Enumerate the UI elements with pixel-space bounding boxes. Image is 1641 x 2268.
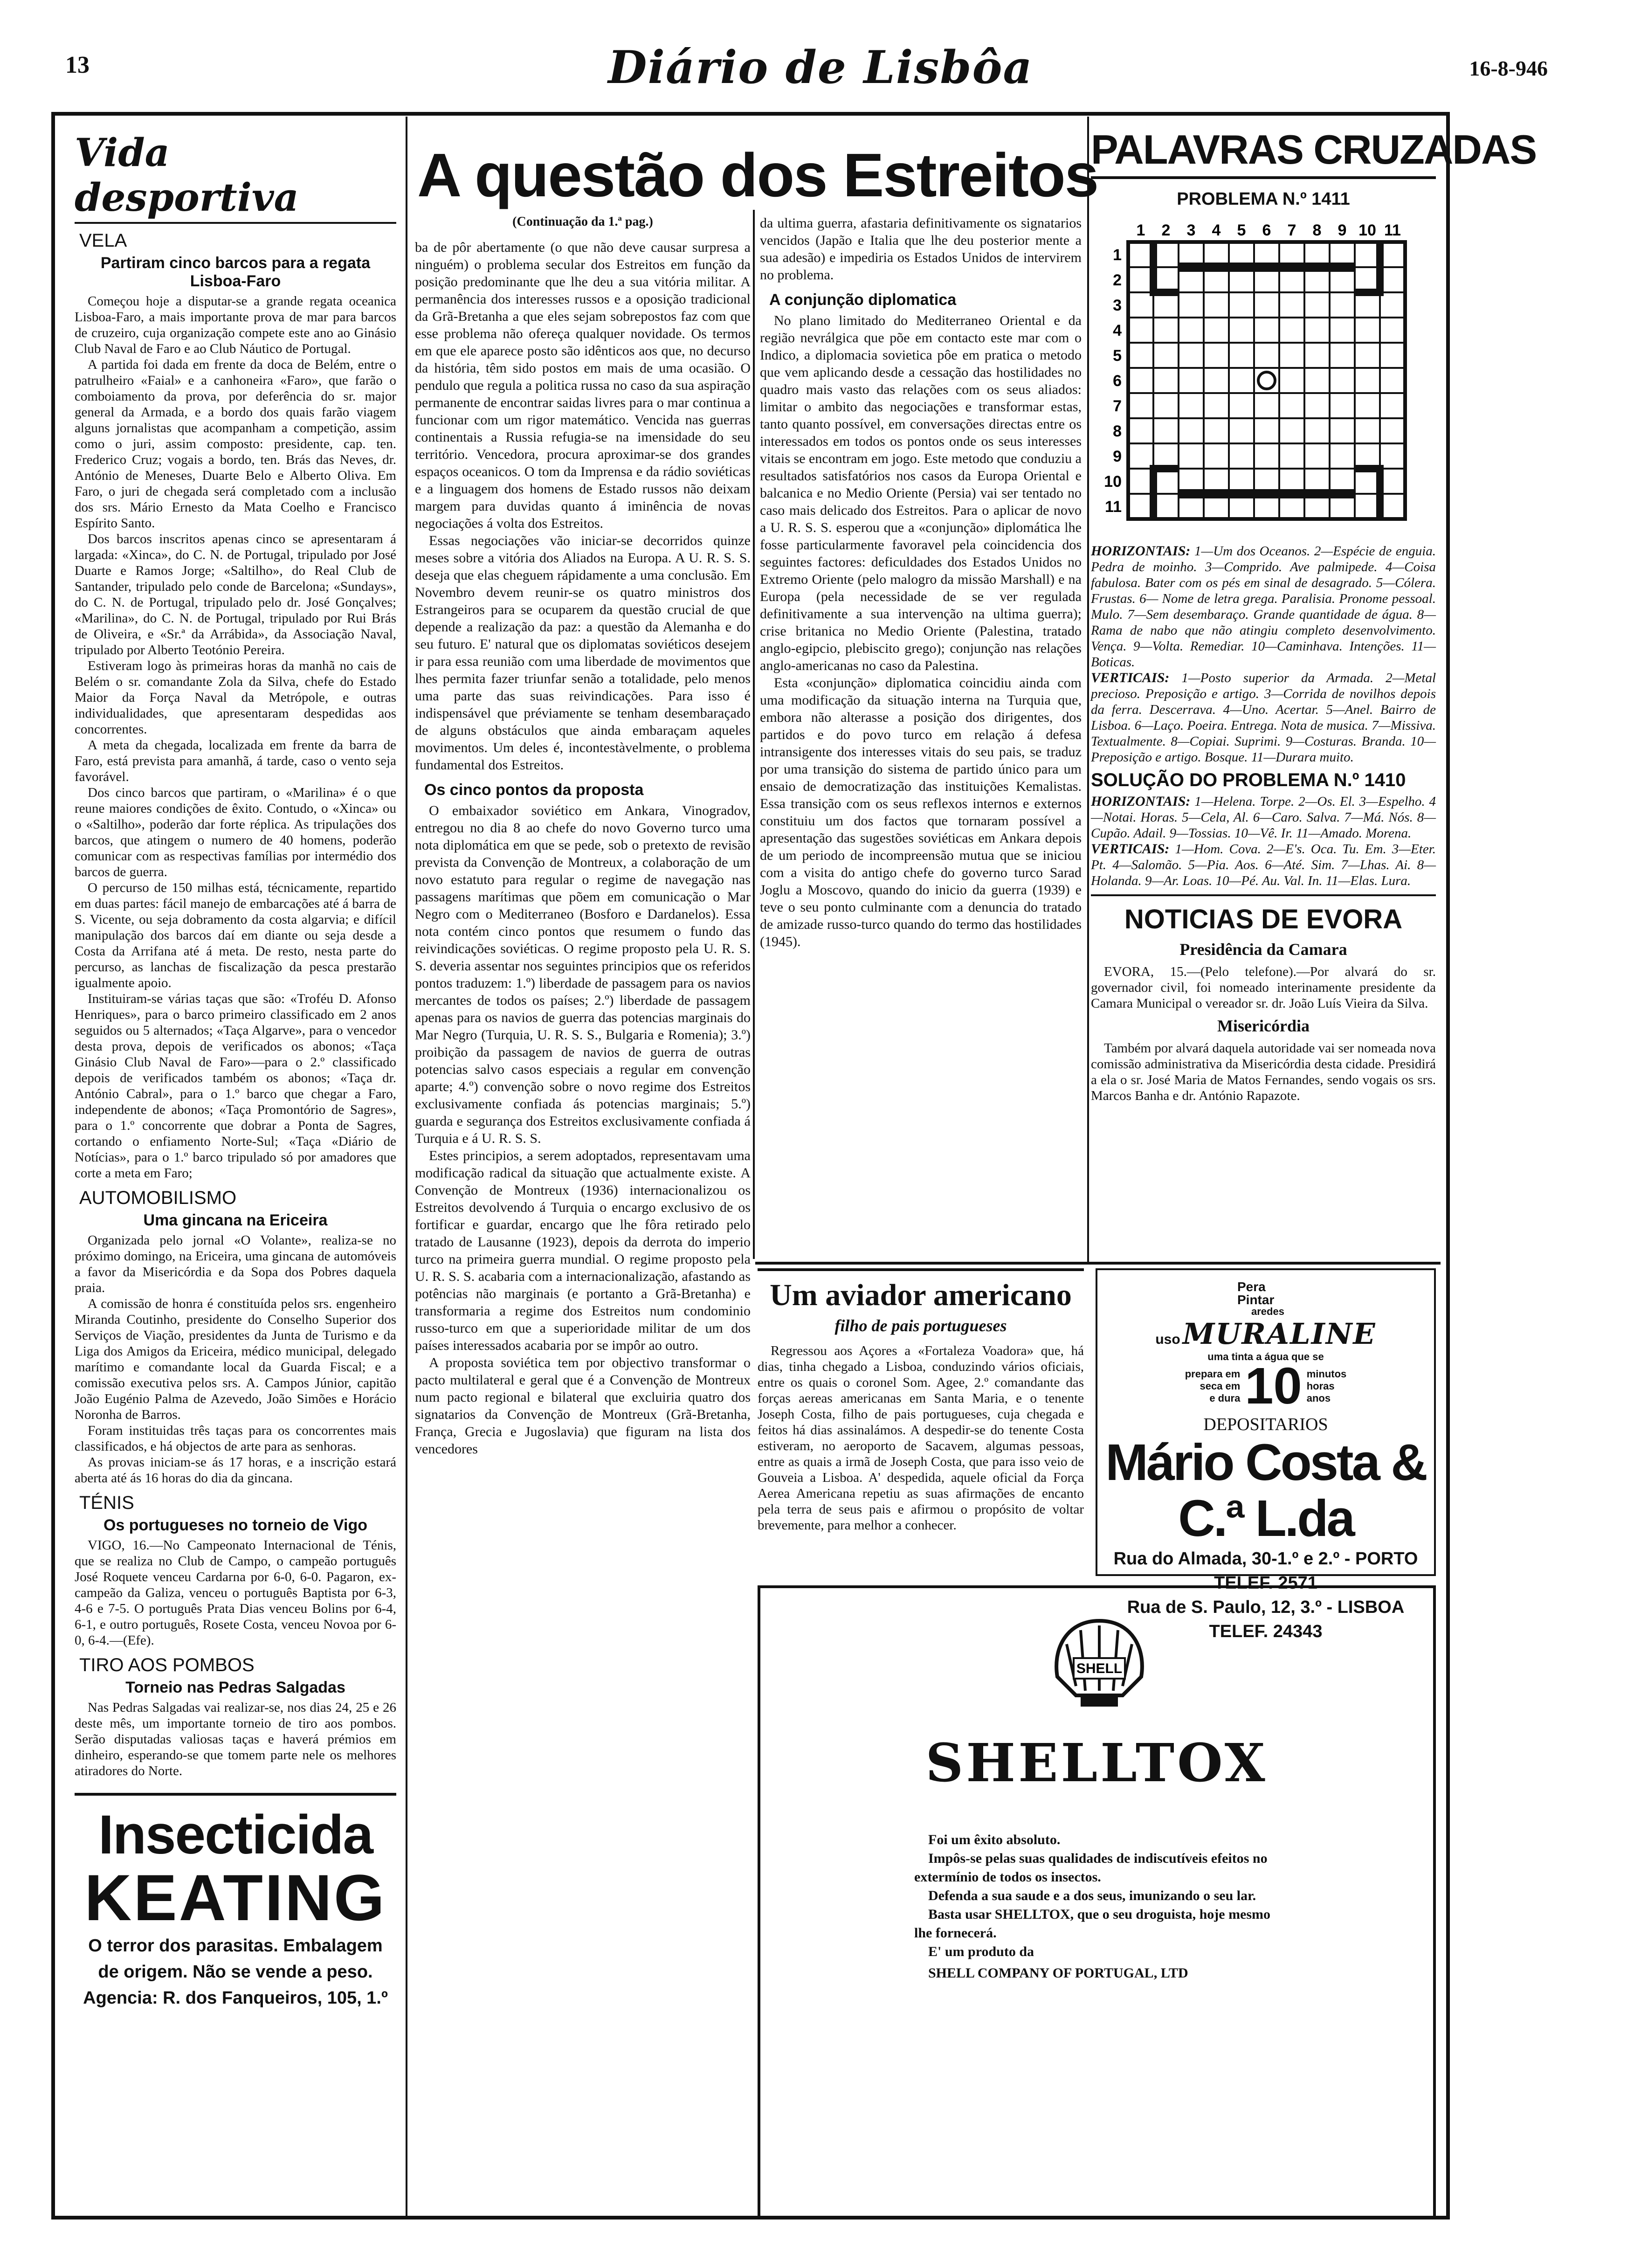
grid-row-number: 8 (1113, 422, 1122, 440)
sol-verticais-label: VERTICAIS: (1091, 841, 1170, 857)
article-paragraph: Regressou aos Açores a «Fortaleza Voadora» que, há dias, tinha chegado a Lisboa, conduzindo vários oficiais, entre os quais o coronel Som. Agee, 2.º comandante das forças aereas americanas em Santa Maria, e o tenente Joseph Costa, filho de pais portugueses, cuja chegada e feitos há dias assinalámos. A despedir-se do tenente Costa estiveram, no aeroporto de Sacavem, algumas pessoas, entre as quais a irmã de Joseph Costa, que para isso veio de Gouveia a Lisboa. A' despedida, aquele oficial da Força Aerea Americana repetiu as suas afirmações de encanto pela terra de seus pais e afirmou o propósito de voltar brevemente, para melhor a conhecer. (758, 1343, 1084, 1533)
horizontais-clues: 1—Um dos Oceanos. 2—Espécie de enguia. Pedra de moinho. 3—Comprido. Ave palmipede. 4—Coisa fabulosa. Bater com os pés em sinal de desagrado. 5—Cólera. Frustas. 6— Nome de letra grega. Paralisia. Pronome pessoal. Mulo. 7—Sem desembaraço. Grande quantidade de água. 8—Rama de nabo que não atingiu completo desenvolvimento. Vença. 9—Volta. Remediar. 10—Caminhava. Intenções. 11—Boticas. (1091, 544, 1436, 670)
estreitos-column-continued (760, 214, 1082, 1259)
mur-minutos: minutos (1306, 1368, 1347, 1380)
crossword-problem: PROBLEMA N.º 1411 (1177, 189, 1350, 209)
aviador-subhead: filho de pais portugueses (834, 1316, 1007, 1335)
column-rule-2 (753, 210, 755, 1259)
column-rule-1 (406, 117, 407, 2220)
solution-title: SOLUÇÃO DO PROBLEMA N.º 1410 (1091, 770, 1406, 790)
article-paragraph: O percurso de 150 milhas está, técnicamente, repartido em duas partes: fácil manejo de embarcações até á barra de S. Vicente, ou seja dobramento da costa algarvia; e difícil manipulação dos barcos daí em diante ou seja desde a Costa da Arrifana até á meta. De resto, nesta parte do percurso, as lanchas de fiscalização da pesca prestarão igualmente apoio. (75, 880, 396, 990)
grid-col-number: 3 (1186, 221, 1196, 239)
crossword-title: PALAVRAS CRUZADAS (1091, 126, 1436, 179)
page-number: 13 (65, 52, 90, 78)
newspaper-title: Diário de Lisbôa (608, 41, 1033, 94)
article-paragraph: EVORA, 15.—(Pelo telefone).—Por alvará do sr. governador civil, foi nomeado interinamente presidente da Camara Municipal o vereador sr. dr. João Luís Vieira da Silva. (1091, 964, 1436, 1011)
grid-row-number: 10 (1104, 473, 1122, 491)
article-paragraph: Esta «conjunção» diplomatica coincidiu ainda com uma modificação da situação interna na Turquia que, embora não alterasse a posição dos dirigentes, dos partidos e do povo turco em relação á defesa intransigente dos interesses vitais do seu pais, se traduz por uma transição do sistema de partido único para um ensaio de democratização das instituições Kemalistas. Essa transição com os seus reflexos internos e externos constituiu um dos factos que tornaram possível a apresentação das sugestões soviéticas em Ankara depois de um periodo de incompreensão mutua que se iniciou com a visita do antigo chefe do governo turco Sarad Joglu a Moscovo, quando do inicio da guerra (1939) e teve o seu ponto culminante com a denuncia do tratado de amizade russo-turco quando do termo das hostilidades (1945). (760, 675, 1082, 949)
keating-brand: KEATING (84, 1861, 386, 1934)
grid-col-number: 4 (1212, 221, 1221, 239)
estreitos-headline: A questão dos Estreitos (417, 141, 1098, 209)
article-paragraph: A meta da chegada, localizada em frente da barra de Faro, está prevista para amanhã, á tarde, caso o vento seja favorável. (75, 738, 396, 784)
grid-row-number: 9 (1113, 448, 1122, 465)
article-paragraph: A partida foi dada em frente da doca de Belém, entre o patrulheiro «Faial» e a canhoneira «Faro», que farão o comboiamento da prova, por deferência do sr. major general da Armada, e a bordo dos quais farão viagem alguns jornalistas que acompanham a competição, assim como o juri, assim composto: presidente, cap. ten. Frederico Cruz; vogais a bordo, ten. Brás das Neves, dr. António de Meneses, Duarte Belo e Alberto Oliva. Em Faro, o juri de chegada será completado com a inclusão dos srs. Mário Ernesto da Mata Coelho e Francisco Espírito Santo. (75, 357, 396, 531)
article-paragraph: Instituiram-se várias taças que são: «Troféu D. Afonso Henriques», para o barco primeiro classificado em 2 anos seguidos ou 5 alternados; «Taça Algarve», para o vencedor desta prova, depois de verificados os abonos; «Taça Ginásio Club Naval de Faro»—para o 2.º classificado depois de verificados também os abonos; «Taça dr. António Cabral», para o 1.º barco que chegar a Faro, independente de abonos; «Taça Promontório de Sagres», para o 1.º concorrente que dobrar a Ponta de Sagres, cortando o enfiamento Norte-Sul; «Taça «Diário de Notícias», para o 1.º barco tripulado só por amadores que corte a meta em Faro; (75, 991, 396, 1181)
keating-line3: O terror dos parasitas. Embalagem (88, 1936, 383, 1956)
vela-headline: Partiram cinco barcos para a regata Lisboa-Faro (100, 254, 371, 290)
shell-logo-text: SHELL (1076, 1661, 1123, 1676)
grid-black-bar (1179, 489, 1355, 498)
aviador-article (758, 1268, 1084, 1579)
mur-tel1: TELEF. 2571 (1214, 1573, 1317, 1593)
estreitos-subhead: A conjunção diplomatica (769, 291, 957, 309)
grid-col-number: 2 (1161, 221, 1171, 239)
article-paragraph: Começou hoje a disputar-se a grande regata oceanica Lisboa-Faro, a mais importante prova de mar para barcos de cruzeiro, cuja organização compete este ano ao Ginásio Club Naval de Faro e ao Club Náutico de Portugal. (75, 294, 396, 356)
mur-pintar: Pintar (1237, 1293, 1275, 1307)
continuation-note: (Continuação da 1.ª pag.) (512, 214, 653, 229)
grid-row-number: 5 (1113, 347, 1122, 365)
article-paragraph: Também por alvará daquela autoridade vai ser nomeada nova comissão administrativa da Misericórdia desta cidade. Presidirá a ela o sr. José Maria de Matos Fernandes, sendo vogais os srs. Marcos Banha e dr. António Rapazote. (1091, 1041, 1436, 1103)
article-paragraph: A comissão de honra é constituída pelos srs. engenheiro Miranda Coutinho, presidente do Conselho Superior dos Serviços de Viação, presidentes da Junta de Turismo e da Liga dos Amigos da Ericeira, médico municipal, delegado marítimo e comandante local da Guarda Fiscal; e a comissão executiva pelos srs. A. Campos Júnior, capitão João Eugénio Palma de Azevedo, João Simões e Horácio Noronha de Barros. (75, 1296, 396, 1422)
article-paragraph: Dos barcos inscritos apenas cinco se apresentaram á largada: «Xinca», do C. N. de Portugal, tripulado por José Duarte e Ramos Jorge; «Saltilho», do Real Club de Santander, tripulado pelo conde de Barcelona; «Sundays», do C. N. de Portugal, tripulado pelo dr. José Gonçalves; «Marilina», do C. N. de Portugal, tripulado por Rui Brás de Oliveira, e «Sr.ª da Arrábida», da Associação Naval, tripulado por Alberto Teotónio Pereira. (75, 532, 396, 657)
grid-row-number: 11 (1105, 498, 1122, 516)
grid-black-bar (1179, 263, 1355, 272)
grid-row-number: 6 (1113, 372, 1122, 390)
sol-horizontais: 1—Helena. Torpe. 2—Os. El. 3—Espelho. 4—Notai. Horas. 5—Cela, Al. 6—Caro. Salva. 7—Má. Nós. 8—Cupão. Adail. 9—Tossias. 10—Vê. Ir. 11—Amado. Morena. (1091, 794, 1436, 841)
mur-tel2: TELEF. 24343 (1209, 1622, 1323, 1641)
column-rule-3 (1087, 117, 1089, 1264)
mur-prepara: prepara em (1185, 1368, 1241, 1380)
shell-line1: Foi um êxito absoluto. (928, 1832, 1061, 1847)
sports-column (75, 126, 396, 2196)
mur-ten: 10 (1245, 1357, 1302, 1415)
article-paragraph: Dos cinco barcos que partiram, o «Marilina» é o que reune maiores condições de êxito. Contudo, o «Xinca» ou o «Saltilho», poderão dar forte réplica. As tripulações dos barcos, que atingem o numero de 40 homens, poderão comunicar com as respectivas famílias por intermédio dos barcos de guerra. (75, 785, 396, 879)
mur-depositarios: DEPOSITARIOS (1203, 1415, 1328, 1434)
shell-line3: Defenda a sua saude e a dos seus, imunizando o seu lar. (928, 1888, 1256, 1903)
grid-row-number: 4 (1113, 322, 1122, 339)
grid-row-number: 3 (1113, 297, 1122, 314)
vela-label: VELA (79, 230, 127, 251)
grid-row-number: 1 (1113, 246, 1122, 264)
horizontais-label: HORIZONTAIS: (1091, 543, 1191, 559)
shell-line5: E' um produto da (928, 1944, 1034, 1959)
grid-col-number: 6 (1262, 221, 1271, 239)
crossword-grid-svg (1100, 214, 1436, 540)
auto-label: AUTOMOBILISMO (79, 1188, 237, 1208)
grid-row-number: 2 (1113, 271, 1122, 289)
article-paragraph: Foram instituidas três taças para os concorrentes mais classificados, e há objectos de arte para as senhoras. (75, 1423, 396, 1454)
article-paragraph: Essas negociações vão iniciar-se decorridos quinze meses sobre a vitória dos Aliados na Europa. A U. R. S. S. deseja que elas cheguem rápidamente a uma conclusão. Em Novembro devem reunir-se os quatro ministros dos Estrangeiros para se ocuparem da questão crucial de que depende a realização da paz: a questão da Alemanha e do seu futuro. E' natural que os diplomatas soviéticos desejem ir para essa reunião com uma liberdade de movimentos que lhes permita fazer triunfar senão a totalidade, pelo menos uma parte das suas reivindicações. Para isso é indispensável que préviamente se tenham desembaraçado de alguns obstáculos que ainda embaraçam aqueles movimentos. Um deles é, incontestàvelmente, o problema fundamental dos Estreitos. (415, 533, 751, 773)
sol-verticais: 1—Hom. Cova. 2—E's. Oca. Tu. Em. 3—Eter. Pt. 4—Salomão. 5—Pia. Aos. 6—Até. Sim. 7—Lhas. Ai. 8—Holanda. 9—Ar. Loas. 10—Pé. Au. Val. In. 11—Elas. Lura. (1091, 842, 1436, 888)
article-paragraph: As provas iniciam-se ás 17 horas, e a inscrição estará aberta até ás 16 horas do dia da gincana. (75, 1455, 396, 1486)
issue-date: 16-8-946 (1469, 56, 1548, 80)
mur-horas: horas (1306, 1380, 1335, 1392)
shelltox-ad (758, 1585, 1436, 2220)
estreitos-subhead: Os cinco pontos da proposta (424, 781, 644, 799)
shell-logo-icon (1048, 1616, 1151, 1714)
keating-ad (75, 1793, 396, 2011)
mur-line1: uma tinta a água que se (1207, 1351, 1324, 1362)
crossword-grid (1100, 214, 1436, 540)
grid-col-number: 7 (1287, 221, 1296, 239)
article-paragraph: ba de pôr abertamente (o que não deve causar surpresa a ninguém) o problema secular dos Estreitos em função da posição predominante que lhe deu a sua vitória militar. A permanência dos interesses russos e a oposição tradicional da Grã-Bretanha a que eles sejam sobrepostos faz com que esse problema não ofereça qualquer novidade. Os termos em que ele aparece posto são idênticos aos que, no decurso da história, têm sido postos em mais de uma ocasião. O pendulo que regula a politica russa no caso da sua aspiração permanente de encontrar saidas livres para o mar continua a funcionar com um rigor matemático. Vencida nas guerras continentais a Russia refugia-se na imensidade do seu território. Vencedora, procura aproximar-se dos grandes espaços oceanicos. O tom da Imprensa e da rádio soviéticas e a linguagem dos homens de Estado russos não deixam margem para duvidas quanto á iminência de novas negociações á volta dos Estreitos. (415, 240, 751, 531)
tiro-label: TIRO AOS POMBOS (79, 1655, 255, 1675)
article-paragraph: Nas Pedras Salgadas vai realizar-se, nos dias 24, 25 e 26 deste mês, um importante torneio de tiro aos pombos. Serão disputadas valiosas taças e haverá prémios em dinheiro, esperando-se que tomem parte nele os melhores atiradores do Norte. (75, 1700, 396, 1778)
mur-paredes: aredes (1251, 1306, 1284, 1317)
article-paragraph: VIGO, 16.—No Campeonato Internacional de Ténis, que se realiza no Club de Campo, o campeão português José Roquete venceu Cardarna por 6-0, 6-0. Pagaron, ex-campeão da Galiza, venceu o português Baptista por 6-3, 4-6 e 7-5. O português Prata Dias venceu Bolins por 6-4, 6-1, e outro português, Rosete Costa, venceu Novoa por 6-0, 6-4.—(Efe). (75, 1538, 396, 1648)
shelltox-text (914, 1831, 1287, 1983)
grid-col-number: 10 (1358, 221, 1376, 239)
article-paragraph: Organizada pelo jornal «O Volante», realiza-se no próximo domingo, na Ericeira, uma gincana de automóveis a favor da Misericórdia e da Sopa dos Pobres daquela praia. (75, 1233, 396, 1295)
grid-row-number: 7 (1113, 397, 1122, 415)
tenis-headline: Os portugueses no torneio de Vigo (103, 1516, 368, 1534)
grid-col-number: 1 (1136, 221, 1145, 239)
keating-line5: Agencia: R. dos Fanqueiros, 105, 1.º (83, 1988, 388, 2008)
shelltox-title: SHELLTOX (925, 1733, 1268, 1794)
mur-uso: uso (1155, 1332, 1180, 1347)
mur-dura: e dura (1209, 1392, 1241, 1404)
mur-addr2: Rua de S. Paulo, 12, 3.º - LISBOA (1127, 1597, 1405, 1617)
mur-costa: Mário Costa & C.ª L.da (1105, 1434, 1426, 1547)
article-paragraph: No plano limitado do Mediterraneo Oriental e da região nevrálgica que põe em contacto este mar com o Indico, a diplomacia sovietica pôe em pratica o metodo que vem aplicando desde a cessação das hostilidades no quadro mais vasto das relações com os seus aliados: limitar o ambito das negociações e transformar estas, tanto quanto possível, em conversações directas entre os interessados em todos os pontos onde os seus interesses vitais se encontram em jogo. Este metodo que conduziu a resultados satisfatórios nos casos da Europa Oriental e balcanica e no Medio Oriente (Persia) vai ser tentado no caso mais delicado dos Estreitos. Para o aplicar de novo a U. R. S. S. esperou que a «conjunção» diplomática lhe fosse particularmente favoravel pela coincidencia dos seguintes factores: deficuldades dos Estados Unidos no Extremo Oriente (pelo malogro da missão Marshall) e na Europa (pela necessidade de se ver regulada definitivamente a sua intervenção na ultima guerra); crise britanica no Medio Oriente (Palestina, tratado anglo-egipcio, plebiscito grego); conjunção nas relações anglo-americanas no caso da Palestina. (760, 313, 1082, 673)
muraline-brand: MURALINE (1182, 1317, 1376, 1351)
aviador-headline: Um aviador americano (770, 1278, 1072, 1312)
estreitos-column (415, 214, 751, 2196)
shell-line2: Impôs-se pelas suas qualidades de indiscutíveis efeitos no extermínio de todos os insectos. (914, 1851, 1268, 1885)
mur-pera: Pera (1237, 1279, 1266, 1294)
verticais-clues: 1—Posto superior da Armada. 2—Metal precioso. Preposição e artigo. 3—Corrida de novilhos depois da ferra. Descerrava. 4—Uno. Acertar. 5—Anel. Bairro de Lisboa. 6—Laço. Poeira. Entrega. Nota de musica. 7—Missiva. Textualmente. 8—Copiai. Suprimi. 9—Costuras. Branda. 10—Preposição e artigo. Bosque. 11—Durara muito. (1091, 671, 1436, 765)
evora-title: NOTICIAS DE EVORA (1091, 894, 1436, 935)
shell-line6: SHELL COMPANY OF PORTUGAL, LTD (928, 1965, 1188, 1981)
auto-headline: Uma gincana na Ericeira (143, 1211, 328, 1229)
crossword-column (1091, 126, 1537, 1264)
evora-subhead: Presidência da Camara (1179, 940, 1347, 959)
article-paragraph: Estes principios, a serem adoptados, representavam uma modificação radical da situação que actualmente existe. A Convenção de Montreux (1936) internacionalizou os Estreitos devolvendo á Turquia o encargo exclusivo de os fortificar e guardar, encargo que lhe fôra retirado pelo tratado de Lausanne (1923), depois da derrota do imperio turco na primeira guerra mundial. O regime proposto pela U. R. S. S. acabaria com a internacionalização, afastando as potências não marginais (e portanto a Grã-Bretanha) e transformaria a regime dos Estreitos num condominio russo-turco em que a superioridade militar de um dos países interessados acabaria por se impôr ao outro. (415, 1148, 751, 1353)
tiro-headline: Torneio nas Pedras Salgadas (125, 1679, 345, 1696)
mur-addr1: Rua do Almada, 30-1.º e 2.º - PORTO (1113, 1549, 1418, 1569)
article-paragraph: da ultima guerra, afastaria definitivamente os signatarios vencidos (Japão e Italia que lhe deu posterior mente a sua adesão) e impediria os Estados Unidos de intervirem no problema. (760, 215, 1082, 283)
mur-anos: anos (1306, 1392, 1331, 1404)
keating-line4: de origem. Não se vende a peso. (98, 1962, 373, 1982)
grid-col-number: 8 (1312, 221, 1322, 239)
mur-seca: seca em (1200, 1380, 1241, 1392)
grid-col-number: 11 (1384, 221, 1401, 239)
sports-section-title: Vida desportiva (75, 131, 396, 224)
shell-line4: Basta usar SHELLTOX, que o seu droguista, hoje mesmo lhe fornecerá. (914, 1907, 1271, 1941)
grid-col-number: 5 (1237, 221, 1246, 239)
keating-line1: Insecticida (98, 1804, 372, 1866)
verticais-label: VERTICAIS: (1091, 670, 1170, 685)
grid-center-circle (1258, 372, 1275, 389)
sol-horizontais-label: HORIZONTAIS: (1091, 794, 1191, 809)
grid-col-number: 9 (1338, 221, 1347, 239)
evora-subhead: Misericórdia (1217, 1016, 1310, 1035)
article-paragraph: O embaixador soviético em Ankara, Vinogradov, entregou no dia 8 ao chefe do novo Governo turco uma nota diplomática em que se pede, sob o pretexto de revisão prevista da Convenção de Montreux, a colaboração de um novo estatuto para regular o regime de navegação nas passagens marítimas que põem em comunicação o Mar Negro com o Mediterraneo (Bosforo e Dardanelos). Essa nota contém cinco pontos que resumem o fundo das reivindicações soviéticas. O regime proposto pela U. R. S. S. deveria assentar nos seguintes principios que os referidos pontos traduzem: 1.º) liberdade de passagem para os navios mercantes de todos os países; 2.º) liberdade de passagem apenas para os navios de guerra das potencias marginais do Mar Negro (Turquia, U. R. S. S., Bulgaria e Romenia); 3.º) proibição da passagem de navios de guerra de outras potencias salvo casos especiais a regular em convenção aparte; 4.º) convenção sobre o novo regime dos Estreitos exclusivamente confiada ás potencias marginais; 5.º) guarda e segurança dos Estreitos exclusivamente confiada á Turquia e á U. R. S. S. (415, 803, 751, 1146)
muraline-ad (1096, 1268, 1436, 1641)
tenis-label: TÉNIS (79, 1493, 134, 1513)
article-paragraph: A proposta soviética tem por objectivo transformar o pacto multilateral e geral que é a Convenção de Montreux num pacto regional e bilateral que excluiria quatro dos signatarios da Convenção de Montreux (Grã-Bretanha, França, Grecia e Jugoslavia) que figuram na lista dos vencedores (415, 1355, 751, 1457)
article-paragraph: Estiveram logo às primeiras horas da manhã no cais de Belém o sr. comandante Zola da Silva, chefe do Estado Maior da Força Naval da Metrópole, e outras individualidades, que apresentaram despedidas aos concorrentes. (75, 658, 396, 737)
